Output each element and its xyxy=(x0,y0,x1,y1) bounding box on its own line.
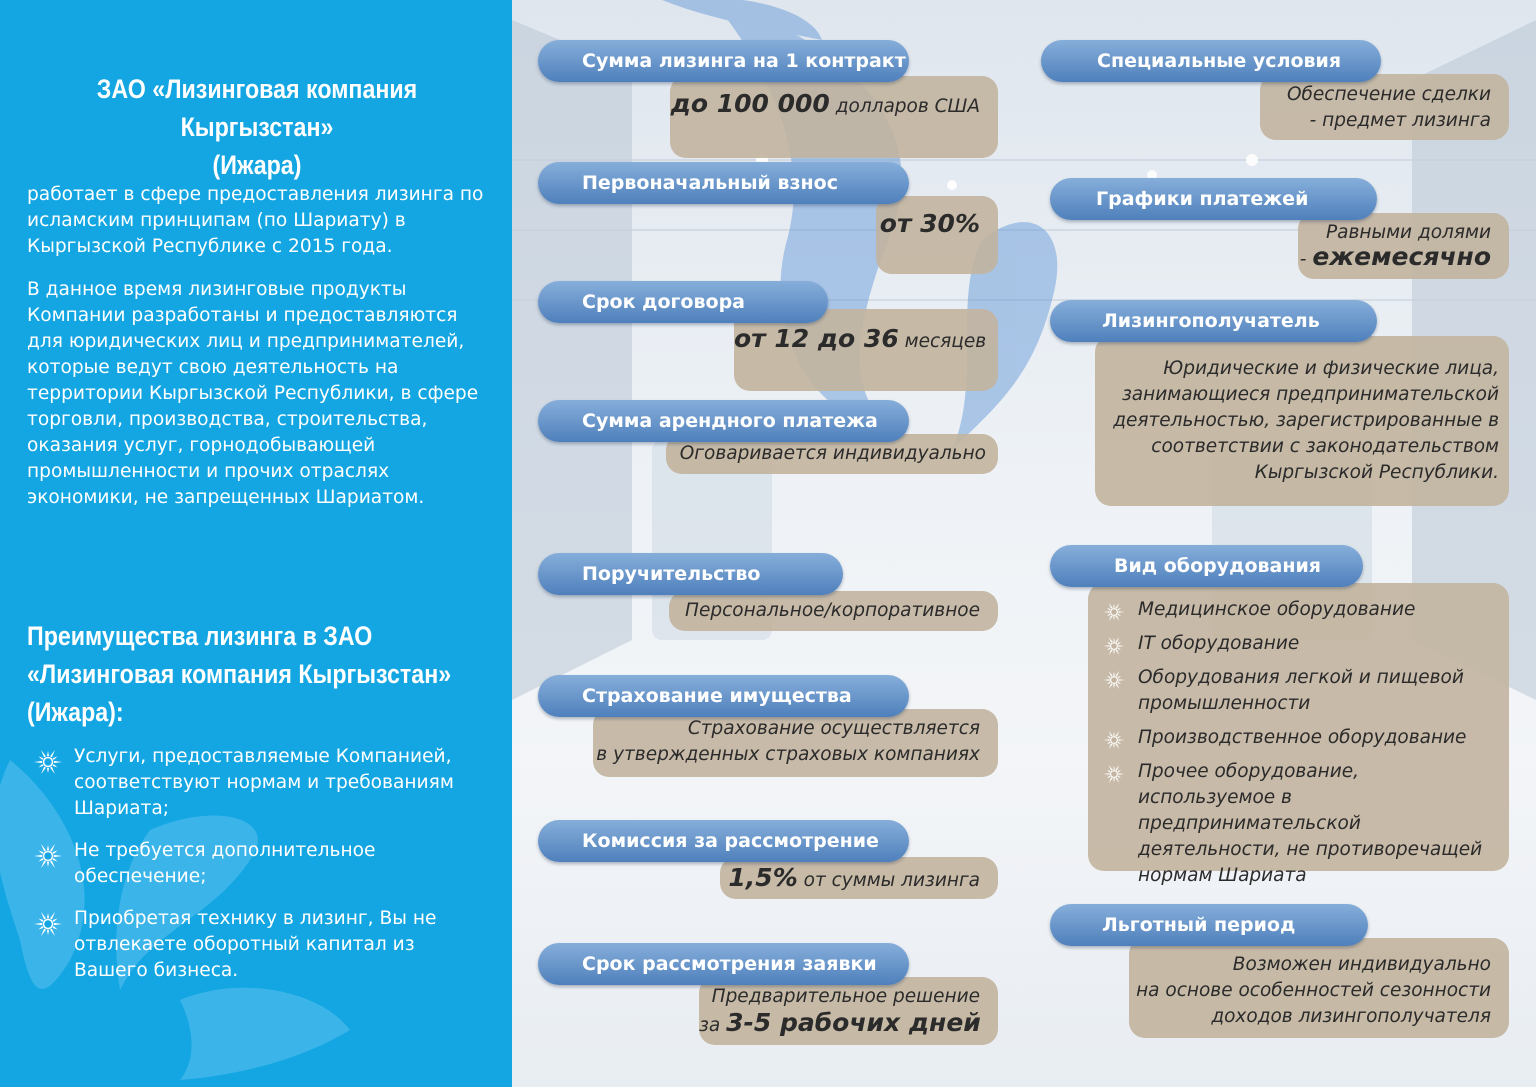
star-burst-icon xyxy=(1102,634,1126,658)
star-burst-icon xyxy=(1102,762,1126,786)
equipment-item: Производственное оборудование xyxy=(1102,725,1499,751)
insurance-label: Страхование имущества xyxy=(538,675,909,717)
insurance-value: Страхование осуществляется в утвержденных страховых компаниях xyxy=(593,709,998,777)
intro-paragraph-2: В данное время лизинговые продукты Компании разработаны и предоставляются для юридических лиц и предпринимателей, которые ведут свою деятельность на территории Кыргызской Республики, в сфере торговли, производства, строительства, оказания услуг, горнодобывающей промышленности и прочих отраслях экономики, не запрещенных Шариатом. xyxy=(27,279,479,508)
advantages-title: Преимущества лизинга в ЗАО «Лизинговая компания Кыргызстан» (Ижара): xyxy=(27,621,452,727)
equipment-value xyxy=(1088,583,1509,886)
left-panel xyxy=(0,0,512,1087)
commission-value: 1,5% от суммы лизинга xyxy=(720,857,998,899)
schedule-value: Равными долями - ежемесячно xyxy=(1298,213,1509,279)
star-burst-icon xyxy=(32,840,64,872)
star-burst-icon xyxy=(1102,600,1126,624)
schedule-label: Графики платежей xyxy=(1050,178,1377,220)
equipment-item: IT оборудование xyxy=(1102,631,1499,657)
lease-payment-value: Оговаривается индивидуально xyxy=(666,434,998,474)
review-period-value: Предварительное решение за 3-5 рабочих дней xyxy=(699,977,998,1045)
star-burst-icon xyxy=(32,908,64,940)
grace-label: Льготный период xyxy=(1050,904,1368,946)
review-period-label: Срок рассмотрения заявки xyxy=(538,943,909,985)
special-label: Специальные условия xyxy=(1041,40,1381,82)
guarantee-label: Поручительство xyxy=(538,553,843,595)
advantage-item: Услуги, предоставляемые Компанией, соответствуют нормам и требованиям Шариата; xyxy=(32,744,472,822)
down-payment-label: Первоначальный взнос xyxy=(538,162,909,204)
amount-value: до 100 000 долларов США xyxy=(670,76,998,158)
advantage-item: Приобретая технику в лизинг, Вы не отвлекаете оборотный капитал из Вашего бизнеса. xyxy=(32,906,472,984)
term-label: Срок договора xyxy=(538,281,828,323)
commission-label: Комиссия за рассмотрение xyxy=(538,820,909,862)
amount-label: Сумма лизинга на 1 контракт xyxy=(538,40,909,82)
grace-value: Возможен индивидуально на основе особенностей сезонности доходов лизингополучателя xyxy=(1129,938,1509,1038)
intro-paragraph-1: работает в сфере предоставления лизинга по исламским принципам (по Шариату) в Кыргызской Республике с 2015 года. xyxy=(27,184,484,257)
equipment-list xyxy=(1102,597,1499,889)
lease-payment-label: Сумма арендного платежа xyxy=(538,400,909,442)
equipment-item: Оборудования легкой и пищевой промышленности xyxy=(1102,665,1499,717)
lessee-label: Лизингополучатель xyxy=(1050,300,1377,342)
guarantee-value: Персональное/корпоративное xyxy=(669,591,998,631)
star-burst-icon xyxy=(1102,728,1126,752)
advantages-list xyxy=(32,744,472,1000)
special-value: Обеспечение сделки - предмет лизинга xyxy=(1260,74,1509,140)
company-title: ЗАО «Лизинговая компания Кыргызстан» (Ижара) xyxy=(96,74,418,180)
star-burst-icon xyxy=(32,746,64,778)
star-burst-icon xyxy=(1102,668,1126,692)
lessee-value: Юридические и физические лица, занимающиеся предпринимательской деятельностью, зарегистрированные в соответствии с законодательством Кыргызской Республики. xyxy=(1095,336,1509,506)
equipment-label: Вид оборудования xyxy=(1050,545,1363,587)
equipment-item: Медицинское оборудование xyxy=(1102,597,1499,623)
term-value: от 12 до 36 месяцев xyxy=(734,309,998,391)
down-payment-value: от 30% xyxy=(876,196,998,274)
equipment-item: Прочее оборудование, используемое в предпринимательской деятельности, не противоречащей нормам Шариата xyxy=(1102,759,1499,889)
advantage-item: Не требуется дополнительное обеспечение; xyxy=(32,838,472,890)
